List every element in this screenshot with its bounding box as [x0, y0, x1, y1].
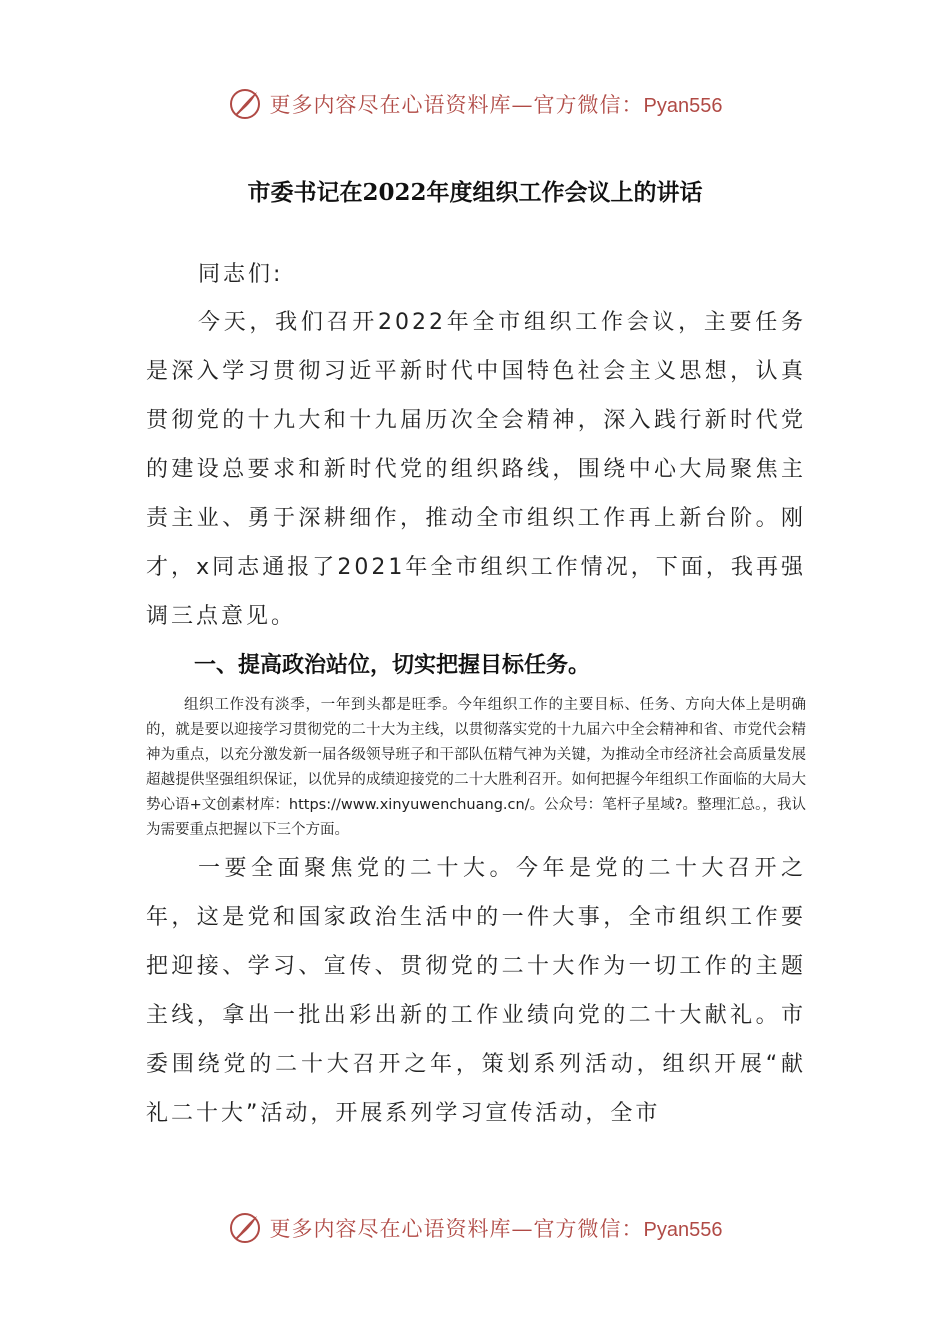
- quill-logo-icon: [228, 1211, 262, 1245]
- point-1-paragraph: 一要全面聚焦党的二十大。今年是党的二十大召开之年，这是党和国家政治生活中的一件大事，全市组织工作要把迎接、学习、宣传、贯彻党的二十大作为一切工作的主题主线，拿出一批出彩出新的工作业绩向党的二十大献礼。市委围绕党的二十大召开之年，策划系列活动，组织开展“献礼二十大”活动，开展系列学习宣传活动，全市: [146, 856, 806, 1126]
- section-1-body: 组织工作没有淡季，一年到头都是旺季。今年组织工作的主要目标、任务、方向大体上是明确的，就是要以迎接学习贯彻党的二十大为主线，以贯彻落实党的十九届六中全会精神和省、市党代会精神为重点，以充分激发新一届各级领导班子和干部队伍精气神为关键，为推动全市经济社会高质量发展超越提供坚强组织保证，以优异的成绩迎接党的二十大胜利召开。如何把握今年组织工作面临的大局大势心语+文创素材库：https://www.xinyuwenchuang.cn/。公众号：笔杆子星域?。整理汇总。，我认为需要重点把握以下三个方面。: [146, 697, 806, 838]
- document-title: 市委书记在2022年度组织工作会议上的讲话: [247, 179, 703, 206]
- watermark-footer: [0, 1208, 950, 1248]
- watermark-header: [0, 84, 950, 124]
- section-heading-1: 一、提高政治站位，切实把握目标任务。: [194, 653, 591, 678]
- watermark-text: 更多内容尽在心语资料库—官方微信：Pyan556: [269, 93, 723, 117]
- watermark-text: 更多内容尽在心语资料库—官方微信：Pyan556: [269, 1217, 723, 1241]
- intro-paragraph: 今天，我们召开2022年全市组织工作会议，主要任务是深入学习贯彻习近平新时代中国特色社会主义思想，认真贯彻党的十九大和十九届历次全会精神，深入践行新时代党的建设总要求和新时代党的组织路线，围绕中心大局聚焦主责主业、勇于深耕细作，推动全市组织工作再上新台阶。刚才，x同志通报了2021年全市组织工作情况，下面，我再强调三点意见。: [146, 310, 806, 629]
- quill-logo-icon: [228, 87, 262, 121]
- greeting: 同志们:: [198, 262, 284, 287]
